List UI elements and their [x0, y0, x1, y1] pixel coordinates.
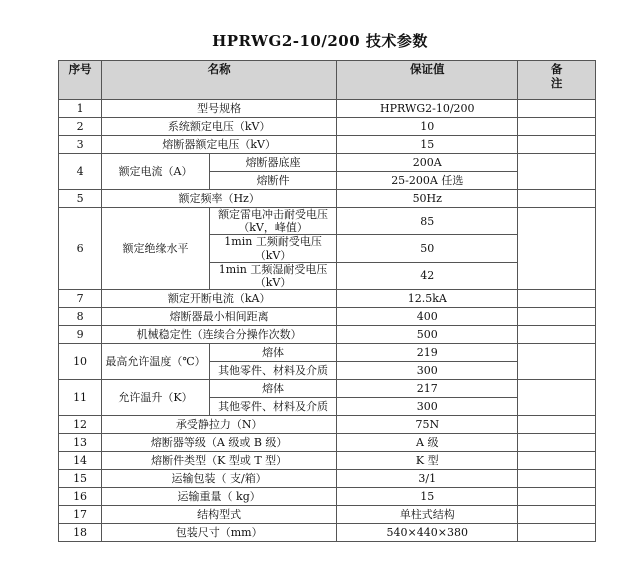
- table-row: [59, 136, 596, 154]
- row-no: 4: [59, 154, 102, 190]
- table-row: [59, 308, 596, 326]
- row-value: K 型: [337, 452, 518, 470]
- row-no: 13: [59, 434, 102, 452]
- row-name: 包装尺寸（mm）: [102, 524, 337, 542]
- row-no: 11: [59, 380, 102, 416]
- row-note: [518, 100, 596, 118]
- row-no: 14: [59, 452, 102, 470]
- row-note: [518, 506, 596, 524]
- header-name: 名称: [102, 61, 337, 100]
- row-value: 300: [337, 362, 518, 380]
- row-name: 机械稳定性（连续合分操作次数）: [102, 326, 337, 344]
- table-row: [59, 154, 596, 172]
- row-value: 200A: [337, 154, 518, 172]
- row-note: [518, 452, 596, 470]
- row-value: 217: [337, 380, 518, 398]
- row-no: 15: [59, 470, 102, 488]
- row-value: HPRWG2-10/200: [337, 100, 518, 118]
- table-row: [59, 208, 596, 235]
- row-group: 允许温升（K）: [102, 380, 210, 416]
- row-value: 219: [337, 344, 518, 362]
- row-name: 额定开断电流（kA）: [102, 290, 337, 308]
- row-value: 50Hz: [337, 190, 518, 208]
- row-name: 额定频率（Hz）: [102, 190, 337, 208]
- table-row: [59, 470, 596, 488]
- page-title: HPRWG2-10/200 技术参数: [212, 32, 428, 50]
- row-value: 500: [337, 326, 518, 344]
- row-value: 3/1: [337, 470, 518, 488]
- row-value: 单柱式结构: [337, 506, 518, 524]
- spec-table: [58, 60, 596, 542]
- row-name: 熔断器等级（A 级或 B 级）: [102, 434, 337, 452]
- table-row: [59, 326, 596, 344]
- row-no: 3: [59, 136, 102, 154]
- table-row: [59, 380, 596, 398]
- row-note: [518, 290, 596, 308]
- row-name: 结构型式: [102, 506, 337, 524]
- row-note: [518, 154, 596, 190]
- row-no: 16: [59, 488, 102, 506]
- row-note: [518, 434, 596, 452]
- header-row: [59, 61, 596, 100]
- row-no: 17: [59, 506, 102, 524]
- row-note: [518, 470, 596, 488]
- table-row: [59, 506, 596, 524]
- row-subname: 1min 工频耐受电压（kV）: [209, 235, 336, 262]
- row-subname: 熔体: [209, 344, 336, 362]
- row-no: 2: [59, 118, 102, 136]
- row-note: [518, 380, 596, 416]
- row-subname: 其他零件、材料及介质: [209, 362, 336, 380]
- row-name: 熔断器最小相间距离: [102, 308, 337, 326]
- row-group: 额定电流（A）: [102, 154, 210, 190]
- row-value: 42: [337, 262, 518, 289]
- row-subname: 其他零件、材料及介质: [209, 398, 336, 416]
- row-no: 5: [59, 190, 102, 208]
- row-note: [518, 416, 596, 434]
- row-note: [518, 136, 596, 154]
- row-subname: 1min 工频湿耐受电压（kV）: [209, 262, 336, 289]
- row-no: 7: [59, 290, 102, 308]
- row-name: 熔断件类型（K 型或 T 型）: [102, 452, 337, 470]
- row-value: 85: [337, 208, 518, 235]
- row-name: 承受静拉力（N）: [102, 416, 337, 434]
- table-row: [59, 190, 596, 208]
- row-note: [518, 344, 596, 380]
- row-note: [518, 308, 596, 326]
- row-value: 10: [337, 118, 518, 136]
- row-value: 540×440×380: [337, 524, 518, 542]
- table-row: [59, 434, 596, 452]
- row-no: 18: [59, 524, 102, 542]
- row-no: 8: [59, 308, 102, 326]
- header-no: 序号: [59, 61, 102, 100]
- row-name: 系统额定电压（kV）: [102, 118, 337, 136]
- row-group: 额定绝缘水平: [102, 208, 210, 290]
- row-value: 300: [337, 398, 518, 416]
- row-name: 型号规格: [102, 100, 337, 118]
- row-value: 50: [337, 235, 518, 262]
- table-row: [59, 416, 596, 434]
- row-subname: 熔断件: [209, 172, 336, 190]
- table-row: [59, 290, 596, 308]
- row-no: 10: [59, 344, 102, 380]
- row-note: [518, 326, 596, 344]
- header-value: 保证值: [337, 61, 518, 100]
- row-no: 6: [59, 208, 102, 290]
- row-value: 25-200A 任选: [337, 172, 518, 190]
- row-note: [518, 488, 596, 506]
- row-subname: 熔体: [209, 380, 336, 398]
- row-group: 最高允许温度（℃）: [102, 344, 210, 380]
- row-value: 400: [337, 308, 518, 326]
- row-note: [518, 524, 596, 542]
- table-row: [59, 488, 596, 506]
- row-no: 1: [59, 100, 102, 118]
- table-row: [59, 452, 596, 470]
- row-name: 运输重量（ kg）: [102, 488, 337, 506]
- row-value: 15: [337, 488, 518, 506]
- row-subname: 熔断器底座: [209, 154, 336, 172]
- table-row: [59, 100, 596, 118]
- row-no: 9: [59, 326, 102, 344]
- row-value: 75N: [337, 416, 518, 434]
- row-name: 运输包装（ 支/箱）: [102, 470, 337, 488]
- row-value: 15: [337, 136, 518, 154]
- row-no: 12: [59, 416, 102, 434]
- table-row: [59, 118, 596, 136]
- table-row: [59, 344, 596, 362]
- row-name: 熔断器额定电压（kV）: [102, 136, 337, 154]
- row-value: A 级: [337, 434, 518, 452]
- row-value: 12.5kA: [337, 290, 518, 308]
- row-note: [518, 208, 596, 290]
- row-note: [518, 190, 596, 208]
- table-row: [59, 524, 596, 542]
- row-note: [518, 118, 596, 136]
- header-note: 备 注: [518, 61, 596, 100]
- row-subname: 额定雷电冲击耐受电压（kV，峰值）: [209, 208, 336, 235]
